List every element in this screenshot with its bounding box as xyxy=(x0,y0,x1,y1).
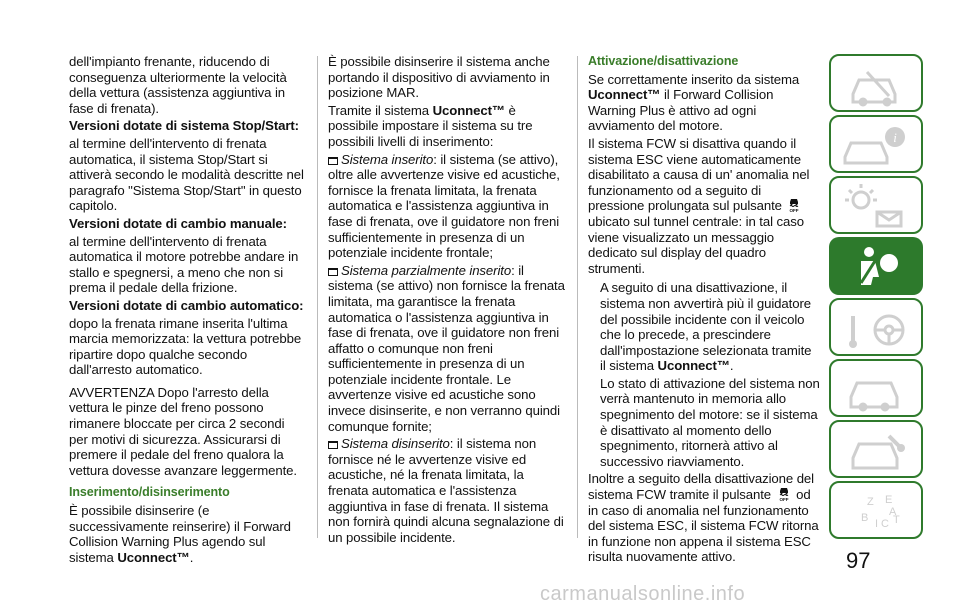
indented-block xyxy=(588,280,820,469)
tab-driving[interactable] xyxy=(829,298,923,356)
tab-dashboard[interactable] xyxy=(829,54,923,112)
paragraph: Il sistema FCW si disattiva quando il sistema ESC viene automaticamente disabilitato a causa di un' anomalia nel funzionamento od a seguito di pressione prolungata sul pulsante OFF ubicato sul tunnel centrale: in tal caso viene visualizzato un messaggio dedicato sul display del quadro strumenti. xyxy=(588,135,810,276)
esc-off-button-icon xyxy=(777,487,791,502)
svg-text:OFF: OFF xyxy=(790,208,799,214)
section-heading-attivazione: Attivazione/disattivazione xyxy=(588,54,739,68)
tab-info[interactable] xyxy=(829,115,923,173)
uconnect-brand: Uconnect™ xyxy=(117,549,190,565)
paragraph: dell'impianto frenante, riducendo di conseguenza ulteriormente la velocità della vettura (assistenza aggiuntiva in fase di frenata). xyxy=(69,54,287,116)
list-item: Sistema parzialmente inserito: il sistema (se attivo) non fornisce la frenata limitata, ma garantisce la frenata automatica o l'assistenza aggiuntiva in fase di frenata, ove il guidatore non freni affatto o comunque non freni sufficientemente in presenza di un potenziale incidente frontale. Le avvertenze visive ed acustiche sono invece disinserite, e non verranno quindi comunque fornite; xyxy=(328,262,565,434)
tab-emergency[interactable] xyxy=(829,359,923,417)
uconnect-brand: Uconnect™ xyxy=(657,358,730,374)
paragraph: A seguito di una disattivazione, il sistema non avvertirà più il guidatore del possibile incidente con il veicolo che lo precede, a prescindere dall'impostazione selezionata tramite il sistema Uconnect™. xyxy=(600,280,812,374)
list-item: Sistema disinserito: il sistema non fornisce né le avvertenze visive ed acustiche, né la frenata limitata, la frenata automatica e l'assistenza aggiuntiva in fase di frenata. Il sistema non fornirà quindi alcuna segnalazione di un possibile incidente. xyxy=(328,436,564,545)
watermark: carmanualsonline.info xyxy=(540,583,746,605)
tab-maintenance[interactable] xyxy=(829,420,923,478)
svg-text:A: A xyxy=(889,506,897,518)
svg-text:B: B xyxy=(861,512,869,524)
paragraph: al termine dell'intervento di frenata automatica il motore potrebbe andare in stallo e spegnersi, a meno che non si prema il pedale della frizione. xyxy=(69,233,299,296)
page-number: 97 xyxy=(846,548,871,573)
uconnect-brand: Uconnect™ xyxy=(588,87,661,103)
text-column-1 xyxy=(69,54,306,567)
column-divider xyxy=(317,56,318,538)
warning-paragraph: AVVERTENZA Dopo l'arresto della vettura le pinze del freno possono rimanere bloccate per circa 2 secondi per motivi di sicurezza. Assicurarsi di premere il pedale del freno qualora la vettura dovesse avanzare leggermente. xyxy=(69,384,297,478)
paragraph: Tramite il sistema Uconnect™ è possibile impostare il sistema su tre possibili livelli di inserimento: xyxy=(328,102,533,149)
svg-text:i: i xyxy=(893,130,897,145)
airbag-seatbelt-icon xyxy=(829,237,923,295)
esc-off-button-icon xyxy=(787,198,801,213)
car-dashboard-icon xyxy=(831,56,925,114)
car-emergency-icon xyxy=(831,361,925,419)
svg-text:C: C xyxy=(881,518,889,530)
tab-specs[interactable] xyxy=(829,481,923,539)
paragraph: dopo la frenata rimane inserita l'ultima marcia memorizzata: la vettura potrebbe ripartire dopo qualche secondo dall'arresto automatico. xyxy=(69,315,302,378)
uconnect-brand: Uconnect™ xyxy=(432,102,505,118)
list-item: Sistema inserito: il sistema (se attivo), oltre alle avvertenze visive ed acustiche, fornisce la frenata limitata, la frenata automatica e l'assistenza aggiuntiva in fase di frenata, ove il guidatore non freni sufficientemente in presenza di un potenziale incidente frontale; xyxy=(328,151,560,261)
bullet-icon xyxy=(328,268,338,276)
alphabetical-index-icon xyxy=(831,483,925,541)
paragraph: È possibile disinserire (e successivamente reinserire) il Forward Collision Warning Plus agendo sul sistema Uconnect™. xyxy=(69,503,291,565)
car-wrench-icon xyxy=(831,422,925,480)
tab-lights-warnings[interactable] xyxy=(829,176,923,234)
lights-warning-icon xyxy=(831,178,925,236)
paragraph: Lo stato di attivazione del sistema non verrà mantenuto in memoria allo spegnimento del motore: se il sistema è disattivato al momento dello spegnimento, ritornerà attivo al successivo riavviamento. xyxy=(600,375,820,469)
column-divider xyxy=(577,56,578,538)
paragraph: Se correttamente inserito da sistema Uconnect™ il Forward Collision Warning Plus è attivo ad ogni avviamento del motore. xyxy=(588,71,800,134)
subheading-stop-start: Versioni dotate di sistema Stop/Start: xyxy=(69,118,299,134)
steering-wheel-icon xyxy=(831,300,925,358)
tab-safety-active[interactable] xyxy=(829,237,923,295)
subheading-manual-gearbox: Versioni dotate di cambio manuale: xyxy=(69,215,287,231)
bullet-icon xyxy=(328,157,338,165)
svg-text:E: E xyxy=(885,494,893,506)
section-heading-inserimento: Inserimento/disinserimento xyxy=(69,485,230,500)
paragraph: Inoltre a seguito della disattivazione del sistema FCW tramite il pulsante OFF od in caso di anomalia nel funzionamento del sistema ESC, il sistema FCW ritorna in funzione non appena il sistema ESC risulta nuovamente attivo. xyxy=(588,471,819,565)
svg-text:Z: Z xyxy=(867,496,874,508)
subheading-automatic-gearbox: Versioni dotate di cambio automatico: xyxy=(69,297,304,313)
bullet-icon xyxy=(328,441,338,449)
car-info-icon xyxy=(831,117,925,175)
svg-text:T: T xyxy=(893,514,900,526)
text-column-3 xyxy=(588,54,820,567)
svg-text:I: I xyxy=(875,518,879,530)
svg-text:OFF: OFF xyxy=(779,497,789,503)
text-column-2 xyxy=(328,54,566,547)
paragraph: al termine dell'intervento di frenata automatica, il sistema Stop/Start si attiverà secondo le modalità descritte nel paragrafo "Sistema Stop/Start" in questo capitolo. xyxy=(69,135,304,214)
paragraph: È possibile disinserire il sistema anche portando il dispositivo di avviamento in posizione MAR. xyxy=(328,54,550,101)
